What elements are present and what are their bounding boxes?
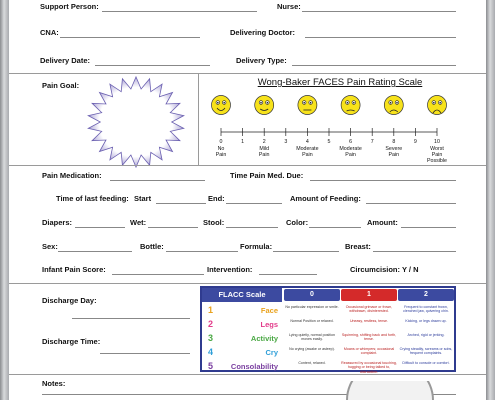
flacc-row-name: Face [260, 306, 278, 315]
pain-scale-tick-label: 7 [370, 139, 374, 145]
sex-field[interactable] [58, 251, 132, 252]
pain-scale-tick-label: 0 [219, 139, 223, 145]
pain-face-icon[interactable] [341, 96, 360, 115]
discharge-day-field[interactable] [72, 318, 190, 319]
time-pain-med-due-label: Time Pain Med. Due: [230, 171, 304, 180]
flacc-cell: Lying quietly, normal position moves easily. [289, 333, 335, 342]
flacc-scale-table [200, 286, 456, 372]
flacc-row [202, 331, 282, 345]
intervention-field[interactable] [259, 274, 317, 275]
cna-field[interactable] [60, 37, 200, 38]
pain-scale-tick-label: 3 [284, 139, 288, 145]
pain-scale-tick-label: 2 [262, 139, 266, 145]
cna-label: CNA: [40, 28, 59, 37]
board-frame-left [0, 0, 9, 400]
pain-scale-description: Mild Pain [258, 146, 270, 159]
pain-scale-tick-label: 1 [241, 139, 245, 145]
flacc-cell: Content, relaxed. [298, 361, 326, 365]
discharge-day-label: Discharge Day: [42, 296, 97, 305]
breast-field[interactable] [373, 251, 456, 252]
divider [9, 73, 486, 74]
formula-field[interactable] [273, 251, 339, 252]
divider [9, 165, 486, 166]
flacc-title: FLACC Scale [202, 288, 282, 302]
stool-label: Stool: [203, 218, 225, 227]
delivery-type-field[interactable] [292, 65, 456, 66]
amount-label: Amount: [367, 218, 398, 227]
stool-field[interactable] [226, 227, 278, 228]
nurse-field[interactable] [302, 11, 456, 12]
support-person-field[interactable] [102, 11, 257, 12]
time-pain-med-due-field[interactable] [310, 180, 456, 181]
time-last-feeding-label: Time of last feeding: [56, 194, 129, 203]
flacc-row-name: Cry [265, 348, 278, 357]
pain-face-icon[interactable] [298, 96, 317, 115]
pain-scale-tick-label: 10 [434, 139, 440, 145]
wet-label: Wet: [130, 218, 147, 227]
pain-scale-description: Moderate Pain [339, 146, 362, 159]
flacc-row-name: Consolability [230, 362, 278, 371]
formula-label: Formula: [240, 242, 273, 251]
flacc-score-header: 1 [341, 289, 397, 301]
discharge-time-field[interactable] [100, 353, 190, 354]
badge-partial [345, 381, 435, 400]
discharge-time-label: Discharge Time: [42, 337, 101, 346]
delivery-date-field[interactable] [95, 65, 210, 66]
wet-field[interactable] [148, 227, 198, 228]
infant-pain-score-label: Infant Pain Score: [42, 265, 106, 274]
bottle-field[interactable] [166, 251, 238, 252]
pain-scale-tick-label: 4 [305, 139, 309, 145]
flacc-row-number: 4 [208, 347, 214, 357]
pain-face-icon[interactable] [384, 96, 403, 115]
flacc-row [202, 317, 282, 331]
circumcision-label: Circumcision: Y / N [350, 265, 419, 274]
pain-scale-tick-label: 6 [349, 139, 353, 145]
support-person-label: Support Person: [40, 2, 99, 11]
breast-label: Breast: [345, 242, 371, 251]
pain-scale-tick-label: 8 [392, 139, 396, 145]
divider [9, 283, 486, 284]
delivery-date-label: Delivery Date: [40, 56, 91, 65]
flacc-cell: Uneasy, restless, tense. [349, 319, 389, 323]
flacc-score-header: 2 [398, 289, 454, 301]
pain-scale-tick-label: 5 [327, 139, 331, 145]
pain-scale-description: No Pain [215, 146, 227, 159]
amount-field[interactable] [401, 227, 456, 228]
flacc-cell: Kicking, or legs drawn up. [405, 319, 447, 323]
flacc-row [202, 303, 282, 317]
board-frame-right [486, 0, 495, 400]
pain-face-icon[interactable] [255, 96, 274, 115]
pain-goal-label: Pain Goal: [42, 81, 80, 90]
flacc-row-name: Legs [260, 320, 278, 329]
diapers-label: Diapers: [42, 218, 73, 227]
pain-scale-description: Severe Pain [385, 146, 403, 159]
divider [9, 374, 486, 375]
pain-scale-description: Worst Pain Possible [426, 146, 448, 165]
infant-pain-score-field[interactable] [112, 274, 204, 275]
pain-scale-tick-label: 9 [413, 139, 417, 145]
sex-label: Sex: [42, 242, 58, 251]
delivering-doctor-field[interactable] [305, 37, 456, 38]
flacc-cell: Crying steadily, screams or sobs, frequent complaints. [399, 347, 453, 356]
flacc-row-number: 2 [208, 319, 214, 329]
intervention-label: Intervention: [207, 265, 253, 274]
flacc-cell: Moans or whimpers; occasional complaint. [343, 347, 395, 356]
delivery-type-label: Delivery Type: [236, 56, 287, 65]
pain-face-icon[interactable] [428, 96, 447, 115]
feeding-end-field[interactable] [226, 203, 282, 204]
color-label: Color: [286, 218, 309, 227]
pain-scale-description: Moderate Pain [296, 146, 319, 159]
flacc-cell: Frequent to constant frown, clenched jaw, quivering chin. [403, 305, 449, 314]
flacc-row-name: Activity [250, 334, 278, 343]
flacc-cell: No crying (awake or asleep). [289, 347, 335, 351]
flacc-cell: Reassured by occasional touching, hugging or being talked to, distractible. [341, 361, 397, 374]
bottle-label: Bottle: [140, 242, 164, 251]
flacc-row [202, 359, 282, 373]
divider-vertical [198, 73, 199, 165]
amount-of-feeding-label: Amount of Feeding: [290, 194, 361, 203]
flacc-cell: Difficult to console or comfort. [402, 361, 450, 365]
pain-medication-field[interactable] [110, 180, 205, 181]
pain-goal-starburst[interactable] [80, 76, 192, 168]
flacc-cell: Occasional grimace or frown, withdrawn, disinterested. [345, 305, 393, 314]
flacc-cell: Squirming, shifting back and forth, tense. [341, 333, 397, 342]
amount-of-feeding-field[interactable] [366, 203, 456, 204]
flacc-score-header: 0 [284, 289, 340, 301]
flacc-cell: Normal Position or relaxed. [290, 319, 334, 323]
feeding-start-field[interactable] [156, 203, 206, 204]
pain-face-icon[interactable] [212, 96, 231, 115]
pain-medication-label: Pain Medication: [42, 171, 102, 180]
flacc-row-number: 5 [208, 361, 214, 371]
flacc-row-number: 1 [208, 305, 214, 315]
notes-label: Notes: [42, 379, 66, 388]
flacc-cell: No particular expression or smile. [285, 305, 339, 309]
feeding-start-label: Start [134, 194, 152, 203]
flacc-cell: Arched, rigid or jerking. [407, 333, 445, 337]
flacc-row-number: 3 [208, 333, 214, 343]
pain-scale-title: Wong-Baker FACES Pain Rating Scale [257, 77, 423, 88]
feeding-end-label: End: [208, 194, 225, 203]
color-field[interactable] [309, 227, 361, 228]
delivering-doctor-label: Delivering Doctor: [230, 28, 296, 37]
nurse-label: Nurse: [277, 2, 301, 11]
diapers-field[interactable] [75, 227, 125, 228]
flacc-row [202, 345, 282, 359]
